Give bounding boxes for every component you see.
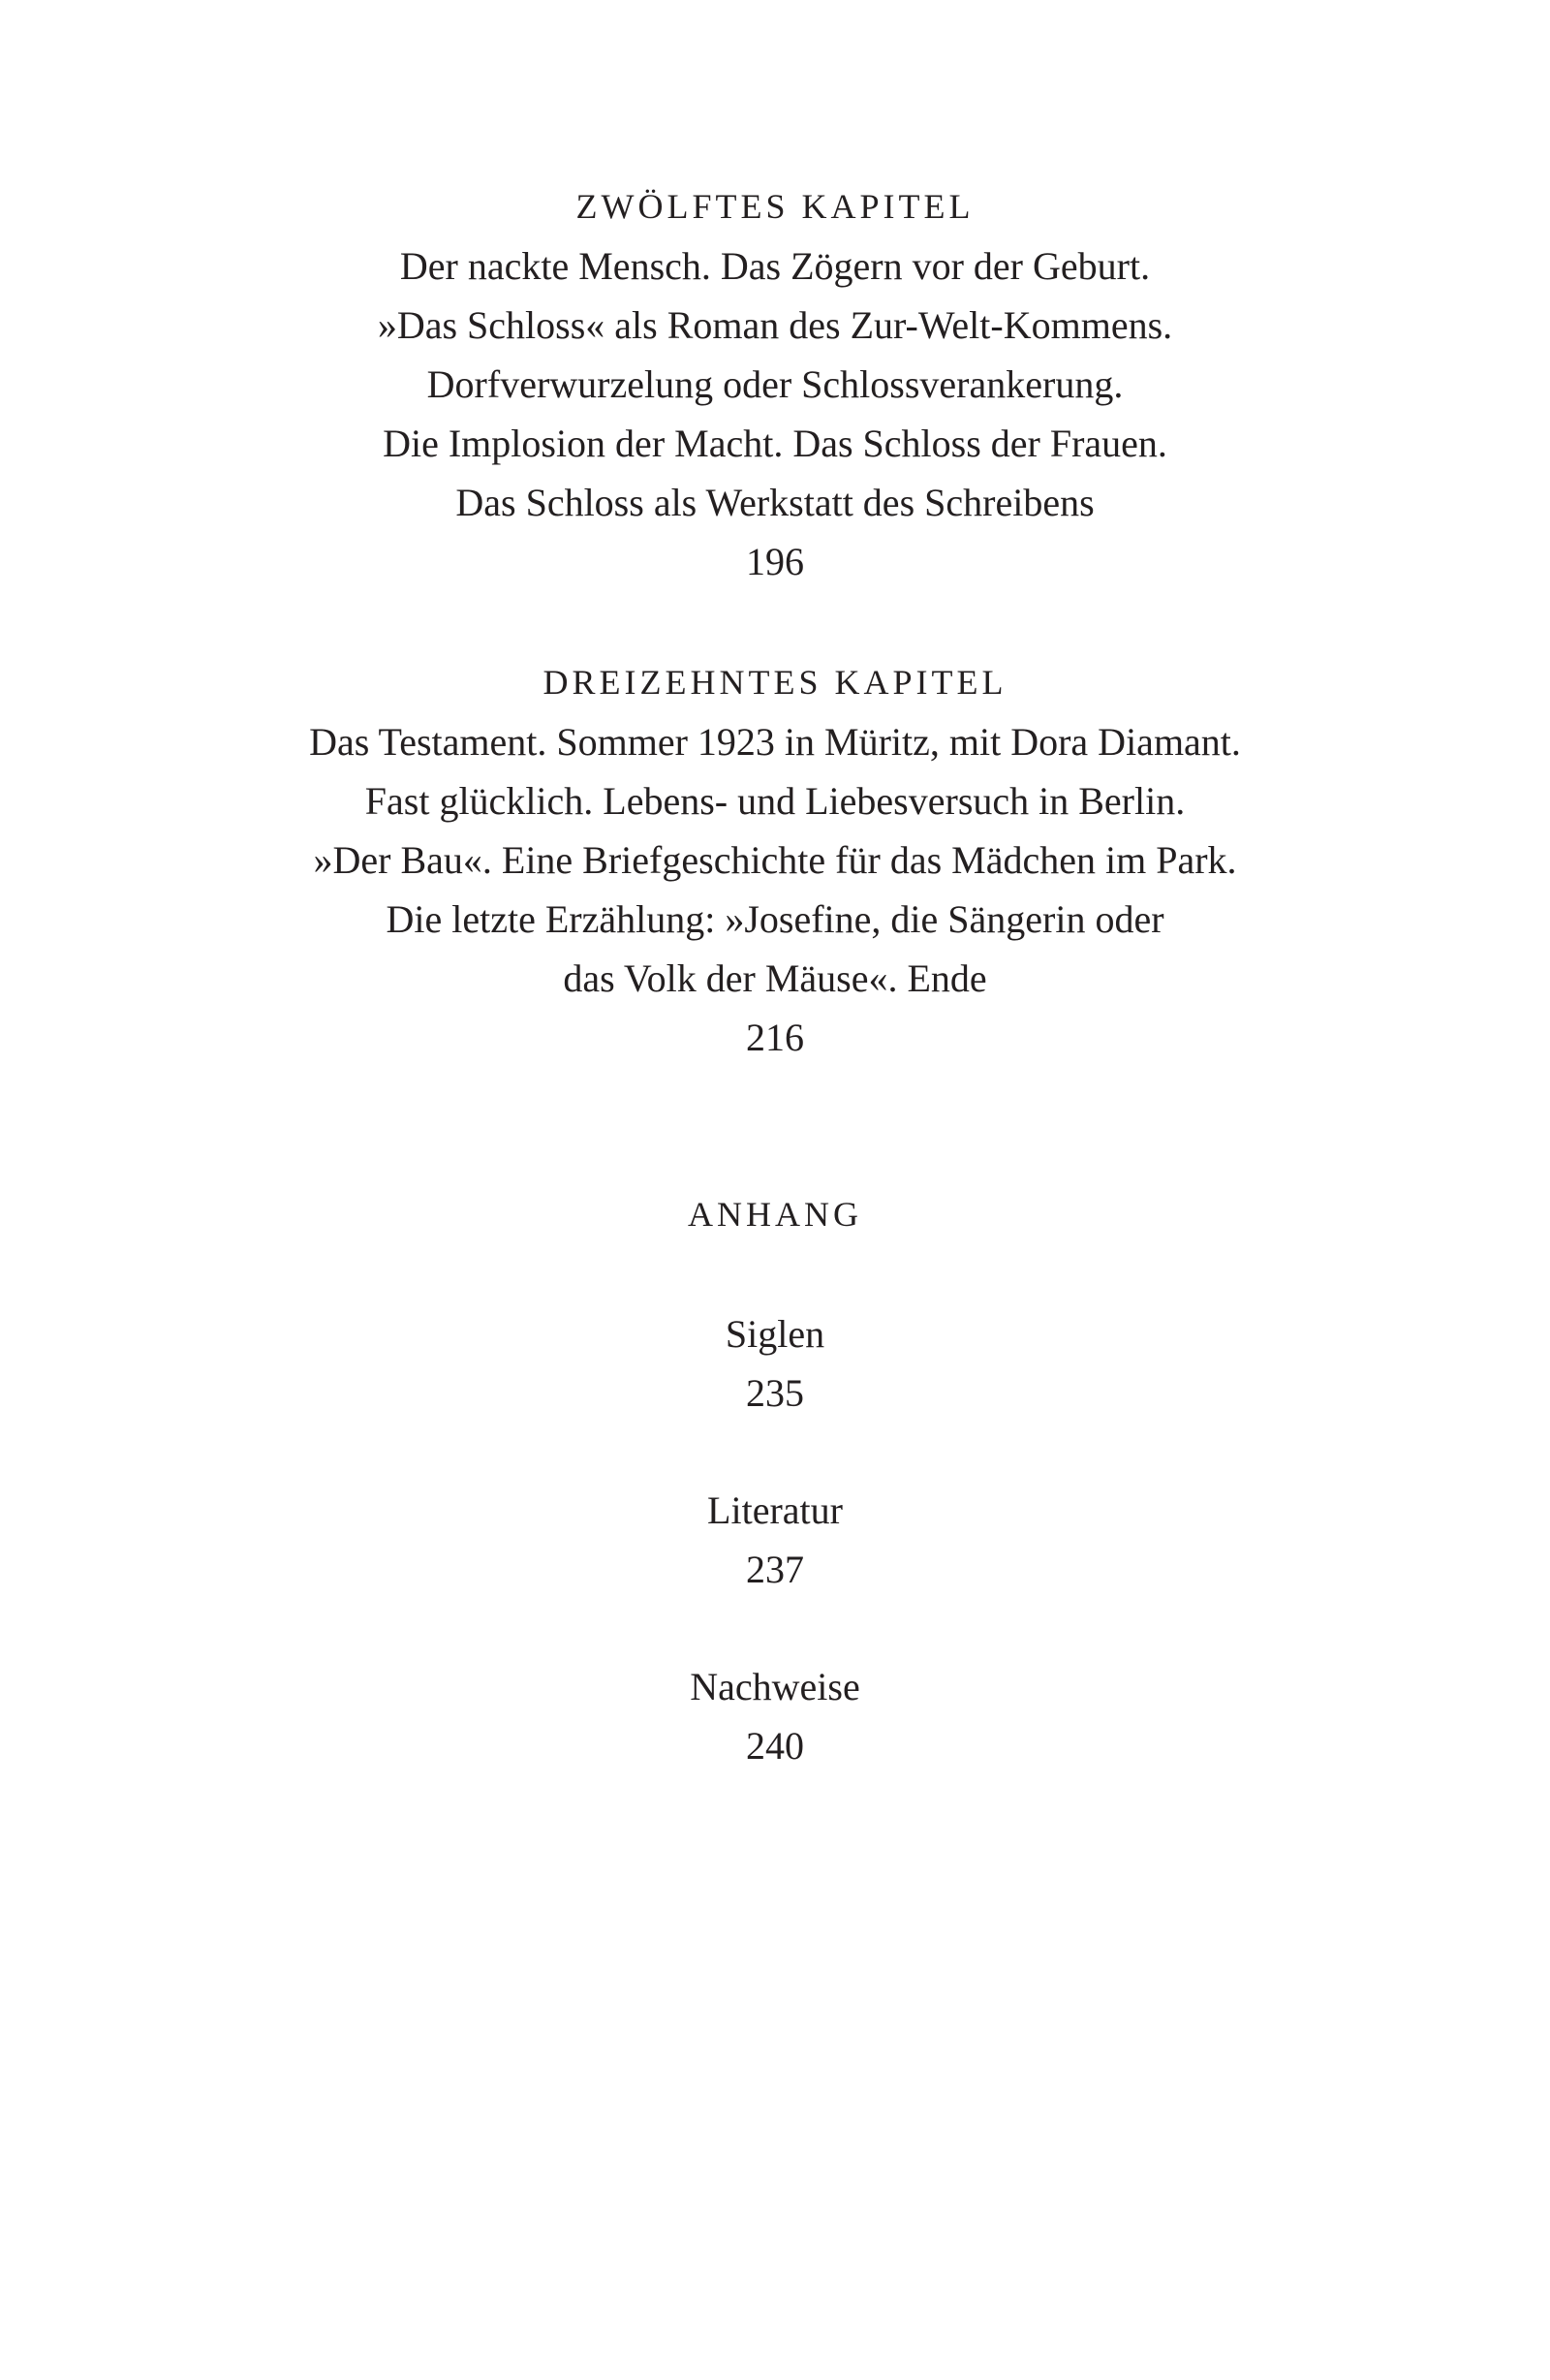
appendix-entry-title: Literatur (707, 1488, 843, 1532)
appendix-entry-page-number: 235 (746, 1371, 804, 1415)
appendix-entry-literatur (0, 1481, 1550, 1599)
chapter-12-page-number: 196 (746, 540, 804, 583)
appendix-entry-title: Nachweise (690, 1665, 860, 1708)
appendix-heading: ANHANG (688, 1195, 862, 1234)
appendix-entry-page-number: 237 (746, 1548, 804, 1591)
chapter-12-line-1: Der nackte Mensch. Das Zögern vor der Geburt. (399, 244, 1151, 288)
appendix-entry-siglen (0, 1304, 1550, 1423)
chapter-12-line-5: Das Schloss als Werkstatt des Schreibens (455, 481, 1095, 524)
appendix-heading-block (0, 1185, 1550, 1244)
chapter-13-line-2: Fast glücklich. Lebens- und Liebesversuch in Berlin. (364, 779, 1186, 823)
chapter-12-heading: ZWÖLFTES KAPITEL (575, 187, 975, 226)
chapter-13-line-5: das Volk der Mäuse«. Ende (563, 956, 987, 1000)
appendix-entry-page-number: 240 (746, 1724, 804, 1768)
chapter-12-line-2: »Das Schloss« als Roman des Zur-Welt-Kommens. (377, 303, 1173, 347)
chapter-13-line-1: Das Testament. Sommer 1923 in Müritz, mit Dora Diamant. (309, 720, 1241, 764)
chapter-12-line-3: Dorfverwurzelung oder Schlossverankerung. (426, 362, 1124, 406)
chapter-13-heading: DREIZEHNTES KAPITEL (542, 663, 1008, 702)
chapter-13-line-4: Die letzte Erzählung: »Josefine, die Sängerin oder (386, 897, 1164, 941)
chapter-13-entry (0, 653, 1550, 1067)
chapter-12-line-4: Die Implosion der Macht. Das Schloss der Frauen. (383, 422, 1167, 465)
chapter-13-line-3: »Der Bau«. Eine Briefgeschichte für das Mädchen im Park. (313, 838, 1237, 882)
appendix-entry-title: Siglen (725, 1312, 825, 1356)
chapter-12-entry (0, 177, 1550, 591)
chapter-13-page-number: 216 (746, 1016, 804, 1059)
appendix-entry-nachweise (0, 1657, 1550, 1775)
